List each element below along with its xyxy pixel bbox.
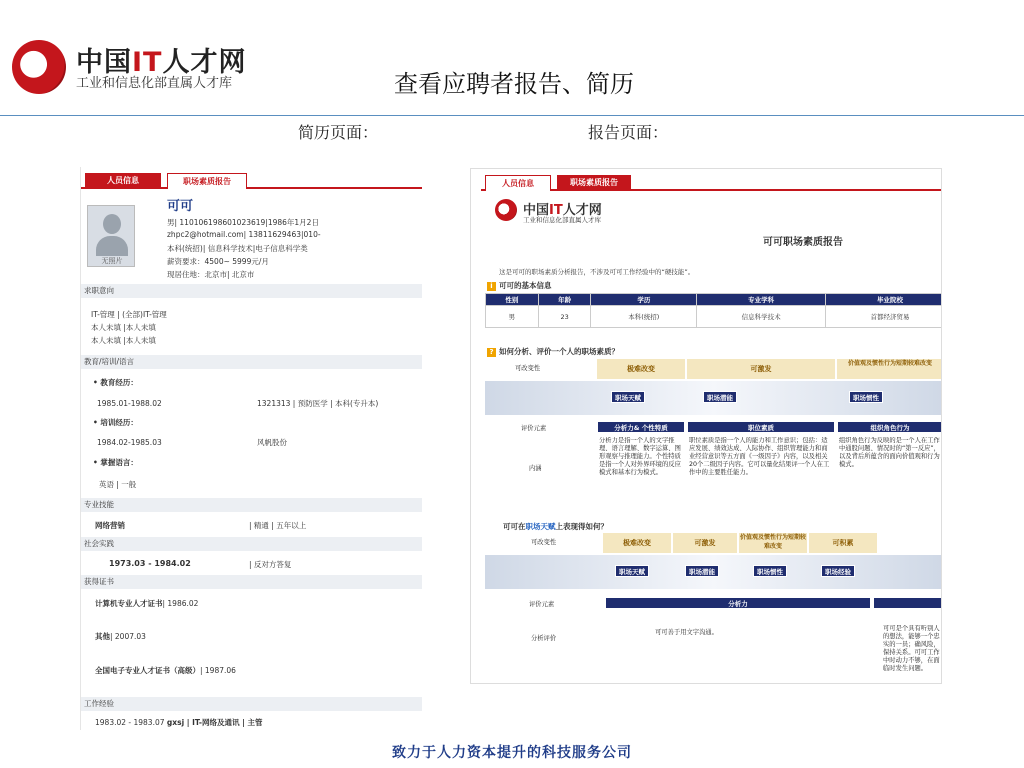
report-page-label: 报告页面：: [588, 123, 669, 142]
report-intro: 这是可可的职场素质分析报告，不涉及可可工作经验中的“硬技能”。: [499, 268, 695, 276]
candidate-name: 可可: [167, 199, 194, 214]
info-line: zhpc2@hotmail.com| 13811629463|010-: [167, 230, 321, 239]
resume-page-label: 简历页面：: [298, 123, 379, 142]
helix-pill: 职场惯性: [849, 391, 883, 403]
report-screenshot: [470, 168, 942, 684]
element-header: 组织角色行为: [837, 421, 942, 433]
section-header: 社会实践: [81, 537, 422, 551]
intent-line: 本人未填 |本人未填: [91, 323, 156, 332]
table-cell: 男: [486, 306, 539, 328]
helix-pill: 职场天赋: [611, 391, 645, 403]
section-header: 求职意向: [81, 284, 422, 298]
section-header: 教育/培训/语言: [81, 355, 422, 369]
table-header: 学历: [591, 294, 697, 306]
intent-line: 本人未填 |本人未填: [91, 336, 156, 345]
table-cell: 本科(统招): [591, 306, 697, 328]
info-line: 薪资要求：4500~ 5999元/月: [167, 257, 269, 266]
cert-item: 全国电子专业人才证书（高级）| 1987.06: [95, 666, 236, 675]
basic-info-header: i 可可的基本信息: [487, 280, 552, 291]
q2-header: 可可在职场天赋上表现得如何？: [503, 522, 608, 531]
logo-subtitle: 工业和信息化部直属人才库: [76, 76, 233, 91]
tab-person-info[interactable]: 人员信息: [85, 173, 161, 189]
eval-side-text: 可可是个具有听别人的想法，能够一个忠实的一员；确风险，保持关系。可可工作中时动力不够，在面临时发生问题。: [883, 625, 940, 672]
section-header: 工作经验: [81, 697, 422, 711]
skill-name: 网络营销: [95, 521, 125, 530]
resume-tabs: [81, 173, 422, 189]
photo-caption: 无照片: [101, 257, 123, 265]
question-icon: ?: [487, 348, 496, 357]
edu-label: • 教育经历：: [93, 378, 138, 387]
section-header: 专业技能: [81, 498, 422, 512]
element-header-extra: [873, 597, 942, 609]
train-period: 1984.02-1985.03: [97, 438, 162, 447]
tab-quality-report[interactable]: 职场素质报告: [167, 173, 247, 189]
info-line: 现居住地：北京市| 北京市: [167, 270, 255, 279]
table-header: 毕业院校: [826, 294, 942, 306]
helix-pill: 职场经验: [821, 565, 855, 577]
slide-title: 查看应聘者报告、简历: [394, 70, 634, 98]
avatar: [87, 205, 135, 267]
footer-slogan: 致力于人力资本提升的科技服务公司: [392, 745, 632, 761]
cert-item: 其他| 2007.03: [95, 632, 146, 641]
table-cell: 首都经济贸易: [826, 306, 942, 328]
table-header: 性别: [486, 294, 539, 306]
q1-header: ? 如何分析、评价一个人的职场素质？: [487, 346, 619, 357]
report-tabs: [481, 175, 942, 191]
info-line: 本科(统招)| 信息科学技术|电子信息科学类: [167, 244, 308, 253]
intent-line: IT-管理 | (全部)IT-管理: [91, 310, 167, 319]
meaning-cell: 职位素质是指一个人的能力和工作意识；包括：适应发展、绩效达成、人际协作、组织管理能力和商业经营意识等五方面《一级因子》内容，以及相关20个二级因子内容。它可以量化结果评一个人在工作中的主要胜任能力。: [689, 437, 830, 476]
logo-name: 中国IT人才网: [76, 47, 247, 78]
info-icon: i: [487, 282, 496, 291]
level-header: 价值观及惯性行为短期较难改变: [837, 359, 942, 379]
table-cell: 23: [538, 306, 591, 328]
row-label: 内涵: [529, 465, 542, 472]
cert-item: 计算机专业人才证书| 1986.02: [95, 599, 199, 608]
report-logo-name: 中国IT人才网: [523, 203, 602, 218]
section-header: 获得证书: [81, 575, 422, 589]
avatar-head-icon: [103, 214, 121, 234]
element-header: 职位素质: [687, 421, 835, 433]
element-header: 分析力& 个性特质: [597, 421, 685, 433]
train-detail: 风帆股份: [257, 438, 287, 447]
tab-person-info[interactable]: 人员信息: [485, 175, 551, 191]
level-header: 极难改变: [603, 533, 671, 553]
lang-value: 英语 | 一般: [99, 480, 137, 489]
edu-period: 1985.01-1988.02: [97, 399, 162, 408]
row-label: 分析评价: [531, 635, 557, 642]
report-logo-subtitle: 工业和信息化部直属人才库: [523, 216, 601, 224]
title-divider: [0, 115, 1024, 116]
report-logo-icon: [495, 199, 517, 221]
level-header: 可激发: [687, 359, 835, 379]
tab-quality-report[interactable]: 职场素质报告: [557, 175, 631, 191]
eval-text: 可可善于用文字沟通。: [655, 629, 718, 636]
level-header: 价值观及惯性行为短期较难改变: [739, 533, 807, 553]
work-item: 1983.02 - 1983.07 gxsj | IT-网络及通讯 | 主管: [95, 718, 263, 727]
skill-detail: | 精通 | 五年以上: [249, 521, 307, 530]
row-label: 评价元素: [529, 601, 555, 608]
info-line: 男| 110106198601023619|1986年1月2日: [167, 218, 319, 227]
helix-pill: 职场潜能: [703, 391, 737, 403]
table-cell: 信息科学技术: [697, 306, 826, 328]
helix-pill: 职场惯性: [753, 565, 787, 577]
edu-detail: 1321313 | 预防医学 | 本科(专升本): [257, 399, 379, 408]
row-label: 评价元素: [521, 425, 547, 432]
train-label: • 培训经历：: [93, 418, 138, 427]
element-header: 分析力: [605, 597, 871, 609]
level-header: 可积累: [809, 533, 877, 553]
level-header: 极难改变: [597, 359, 685, 379]
basic-info-table: [485, 293, 942, 328]
resume-screenshot: [80, 167, 422, 730]
report-title: 可可职场素质报告: [763, 237, 843, 248]
practice-period: 1973.03 - 1984.02: [109, 559, 191, 568]
row-label: 可改变性: [531, 539, 557, 546]
practice-detail: | 反对方答复: [249, 560, 292, 569]
row-label: 可改变性: [515, 365, 541, 372]
meaning-cell: 组织角色行为反映的是一个人在工作中通股问题、情况时的“第一反应”，以及背后所蕴含的面向价值观和行为模式。: [839, 437, 940, 468]
table-header: 年龄: [538, 294, 591, 306]
level-header: 可激发: [673, 533, 737, 553]
meaning-cell: 分析力是指一个人的文字推理、语言理解、数字运算、图形观察与推理能力。个性特质是指一个人对外界环境的反应模式和基本行为模式。: [599, 437, 681, 476]
table-header: 专业学科: [697, 294, 826, 306]
helix-pill: 职场潜能: [685, 565, 719, 577]
helix-pill: 职场天赋: [615, 565, 649, 577]
lang-label: • 掌握语言：: [93, 458, 138, 467]
avatar-body-icon: [96, 236, 128, 256]
